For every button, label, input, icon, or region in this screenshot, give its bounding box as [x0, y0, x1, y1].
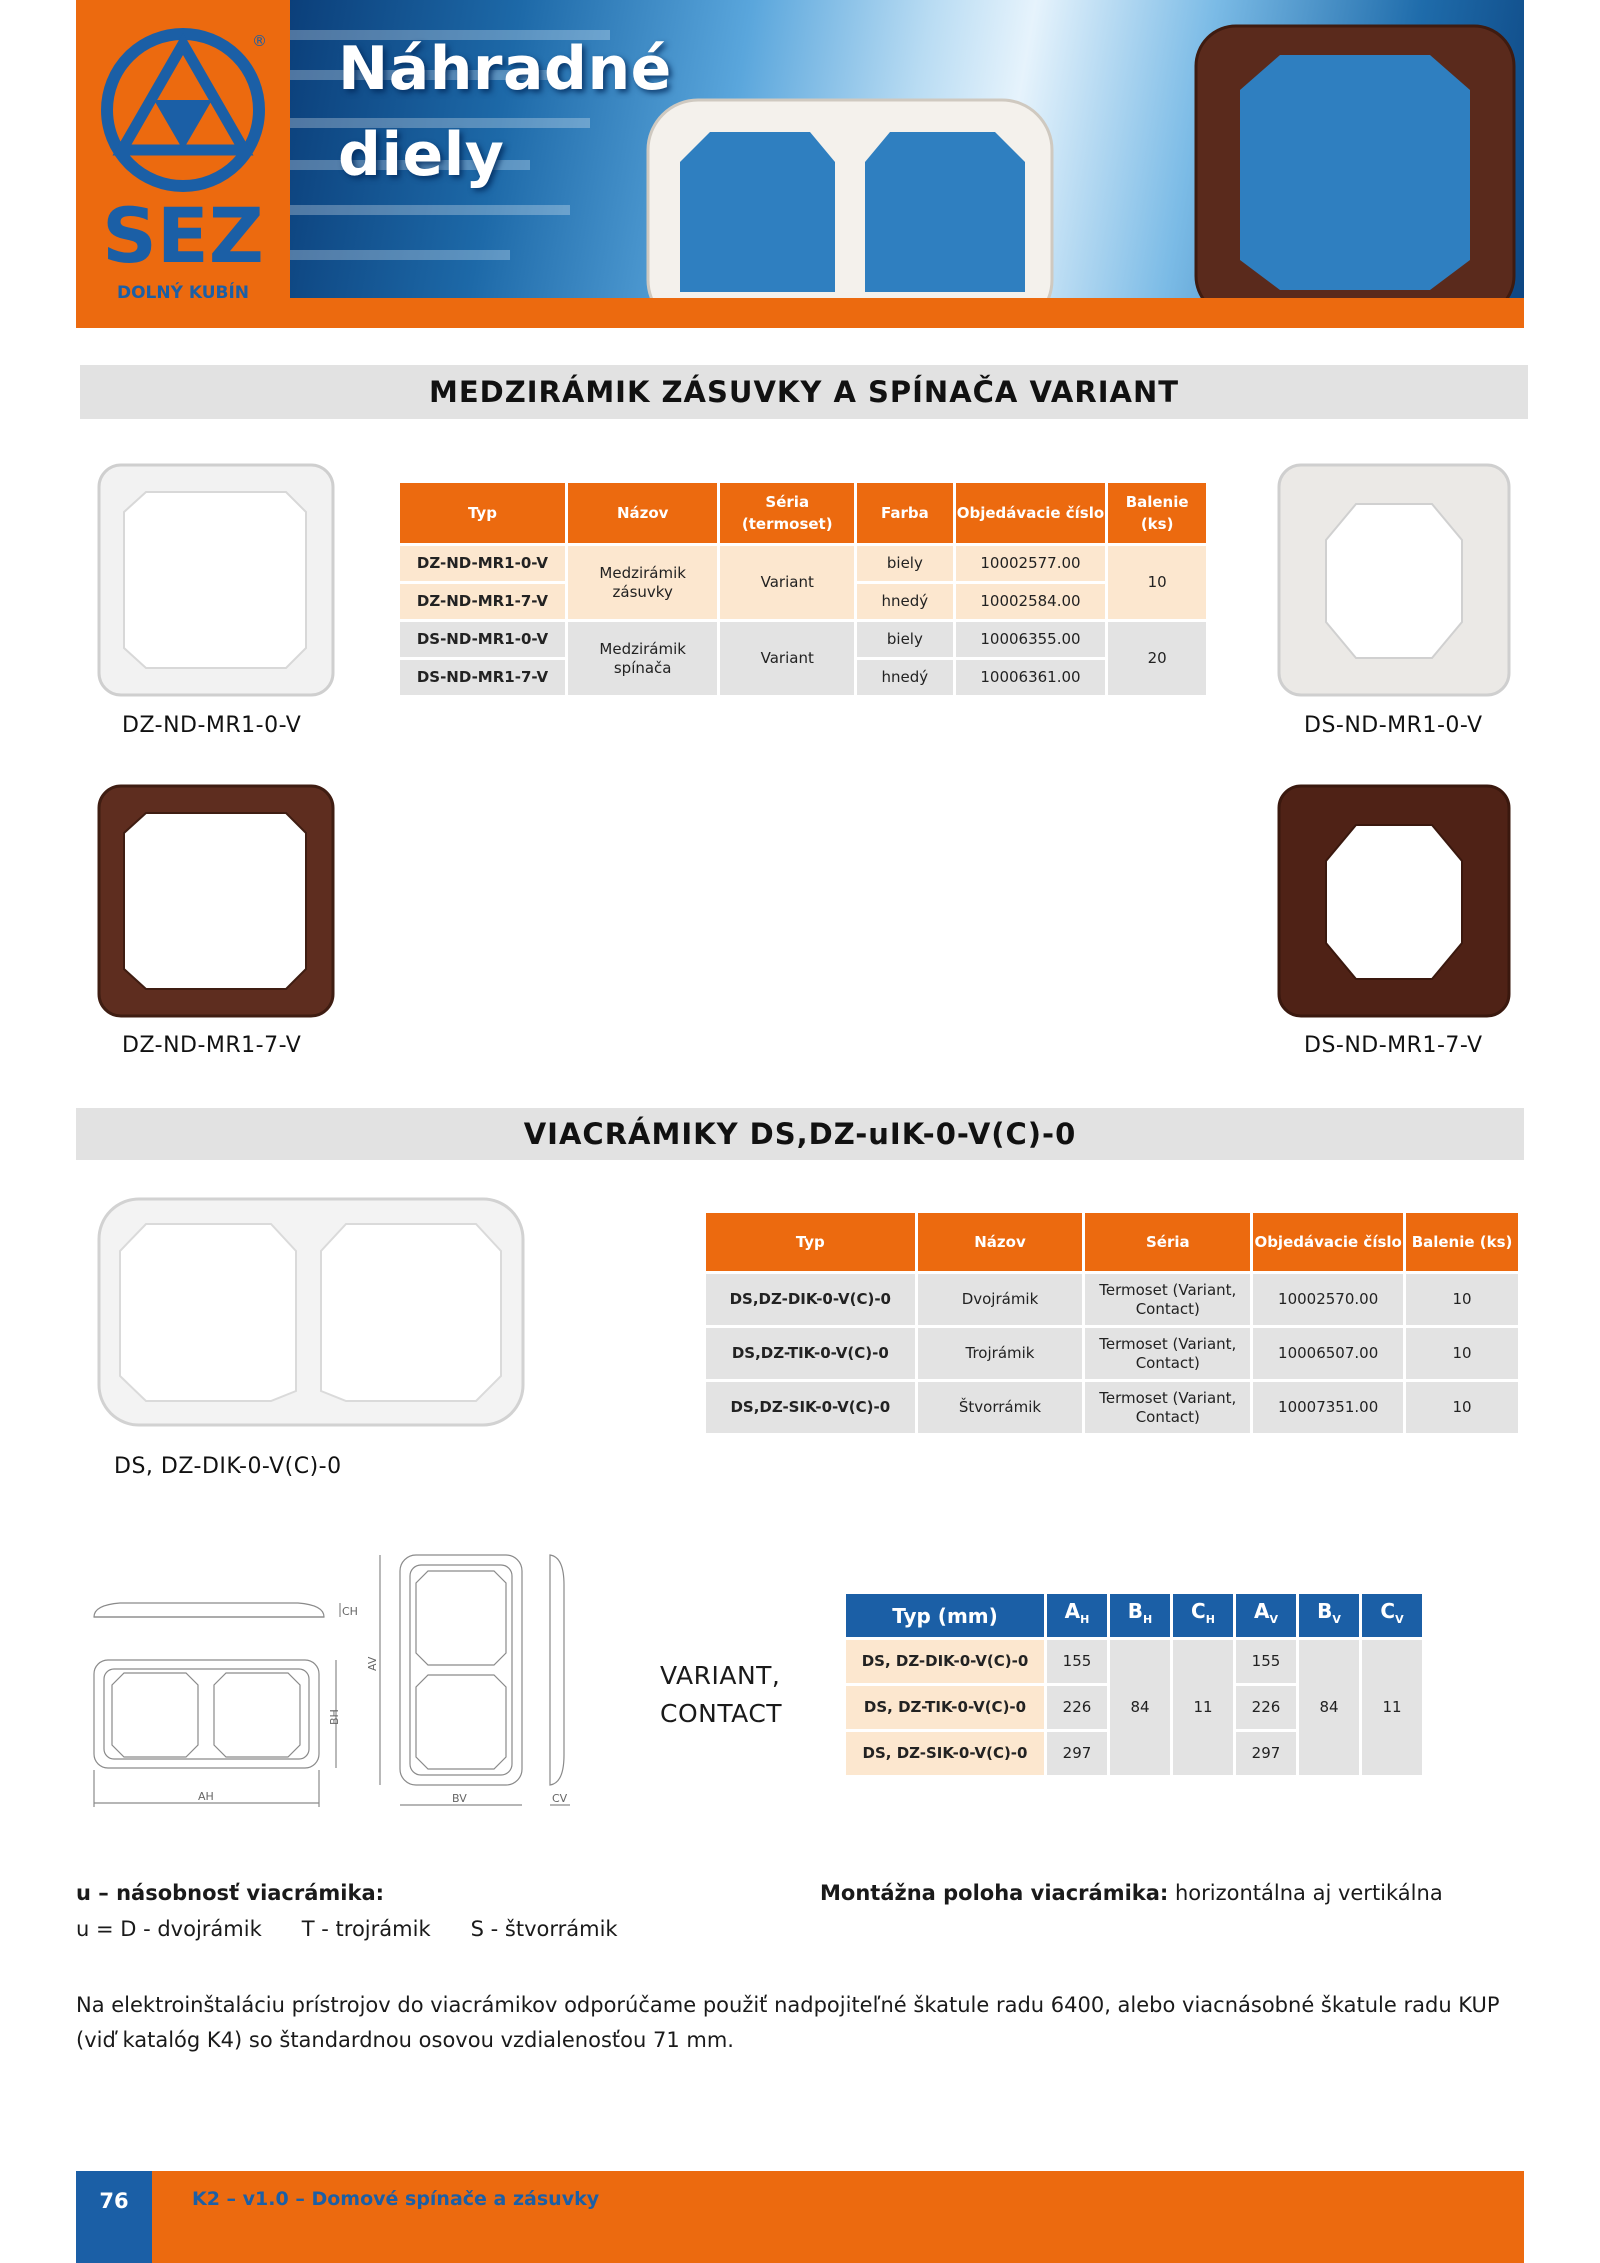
- logo-subtitle: DOLNÝ KUBÍN: [116, 283, 250, 300]
- technical-drawing: [80, 1545, 600, 1820]
- table-row: DS-ND-MR1-7-V hnedý 10006361.00: [400, 660, 1206, 695]
- th-name: Názov: [918, 1213, 1083, 1271]
- th-type-mm: Typ (mm): [846, 1594, 1044, 1637]
- label-bv: BV: [452, 1792, 467, 1805]
- table-row: DZ-ND-MR1-7-V hnedý 10002584.00: [400, 584, 1206, 619]
- th-type: Typ: [400, 483, 565, 543]
- photo-dz-brown: [96, 783, 336, 1019]
- caption-dz-nd-mr1-0-v: DZ-ND-MR1-0-V: [122, 713, 302, 738]
- section-title-multiframes: VIACRÁMIKY DS,DZ-uIK-0-V(C)-0: [76, 1108, 1524, 1160]
- photo-ds-brown: [1276, 783, 1512, 1019]
- photo-double-frame: [96, 1196, 526, 1428]
- label-bh: BH: [328, 1709, 341, 1725]
- banner-title: Náhradné diely: [338, 34, 672, 190]
- photo-dz-white: [96, 462, 336, 698]
- caption-double-frame: DS, DZ-DIK-0-V(C)-0: [114, 1454, 342, 1479]
- photo-ds-white: [1276, 462, 1512, 698]
- th-ah: $A_H$: [1047, 1594, 1107, 1637]
- label-av: AV: [366, 1656, 379, 1671]
- logo-name: SEZ: [102, 191, 264, 280]
- th-color: Farba: [857, 483, 953, 543]
- label-cv: CV: [552, 1792, 568, 1805]
- th-package: Balenie (ks): [1108, 483, 1206, 543]
- table-row: DS,DZ-DIK-0-V(C)-0 Dvojrámik Termoset (Variant, Contact) 10002570.00 10: [706, 1274, 1518, 1325]
- th-bv: $B_V$: [1299, 1594, 1359, 1637]
- brown-frame-photo: [1190, 20, 1520, 298]
- th-av: $A_V$: [1236, 1594, 1296, 1637]
- interframe-table: [397, 480, 1209, 698]
- th-name: Názov: [568, 483, 717, 543]
- label-ah: AH: [198, 1790, 214, 1803]
- footer-bar: [76, 2171, 1524, 2263]
- dimensions-table: [843, 1591, 1425, 1778]
- caption-ds-nd-mr1-7-v: DS-ND-MR1-7-V: [1304, 1033, 1483, 1058]
- table-row: DS, DZ-TIK-0-V(C)-0 226 226: [846, 1686, 1422, 1729]
- registered-mark: ®: [252, 32, 267, 50]
- multiplicity-title: u – násobnosť viacrámika:: [76, 1881, 385, 1905]
- mounting-note: Montážna poloha viacrámika: horizontálna aj vertikálna: [820, 1881, 1443, 1905]
- table-row: DS, DZ-SIK-0-V(C)-0 297 297: [846, 1732, 1422, 1775]
- multiframe-table: [703, 1210, 1521, 1436]
- table-row: DZ-ND-MR1-0-V Medzirámik zásuvky Variant biely 10002577.00 10: [400, 546, 1206, 581]
- recommendation-paragraph: Na elektroinštaláciu prístrojov do viacrámikov odporúčame použiť nadpojiteľné škatule radu 6400, alebo viacnásobné škatule radu KUP (viď katalóg K4) so štandardnou osovou vzdialenosťou 71 mm.: [76, 1993, 1500, 2052]
- double-frame-photo: [640, 92, 1060, 298]
- logo: [76, 0, 290, 300]
- table-row: DS,DZ-TIK-0-V(C)-0 Trojrámik Termoset (Variant, Contact) 10006507.00 10: [706, 1328, 1518, 1379]
- th-cv: $C_V$: [1362, 1594, 1422, 1637]
- caption-dz-nd-mr1-7-v: DZ-ND-MR1-7-V: [122, 1033, 302, 1058]
- th-order: Objedávacie číslo: [956, 483, 1106, 543]
- label-ch: CH: [342, 1605, 358, 1618]
- section-title-interframe: MEDZIRÁMIK ZÁSUVKY A SPÍNAČA VARIANT: [80, 365, 1528, 419]
- th-bh: $B_H$: [1110, 1594, 1170, 1637]
- th-series: Séria: [1085, 1213, 1250, 1271]
- page-number: 76: [76, 2171, 152, 2263]
- th-ch: $C_H$: [1173, 1594, 1233, 1637]
- multiplicity-values: u = D - dvojrámik T - trojrámik S - štvorrámik: [76, 1917, 618, 1941]
- th-package: Balenie (ks): [1406, 1213, 1518, 1271]
- th-type: Typ: [706, 1213, 915, 1271]
- banner-image: [290, 0, 1524, 298]
- table-row: DS-ND-MR1-0-V Medzirámik spínača Variant biely 10006355.00 20: [400, 622, 1206, 657]
- footer-title: K2 – v1.0 – Domové spínače a zásuvky: [192, 2188, 600, 2210]
- th-series: Séria (termoset): [720, 483, 854, 543]
- table-row: DS, DZ-DIK-0-V(C)-0 155 84 11 155 84 11: [846, 1640, 1422, 1683]
- sez-logo-icon: [76, 0, 290, 300]
- th-order: Objedávacie číslo: [1253, 1213, 1403, 1271]
- variant-contact-label: VARIANT, CONTACT: [660, 1661, 783, 1728]
- caption-ds-nd-mr1-0-v: DS-ND-MR1-0-V: [1304, 713, 1483, 738]
- table-row: DS,DZ-SIK-0-V(C)-0 Štvorrámik Termoset (Variant, Contact) 10007351.00 10: [706, 1382, 1518, 1433]
